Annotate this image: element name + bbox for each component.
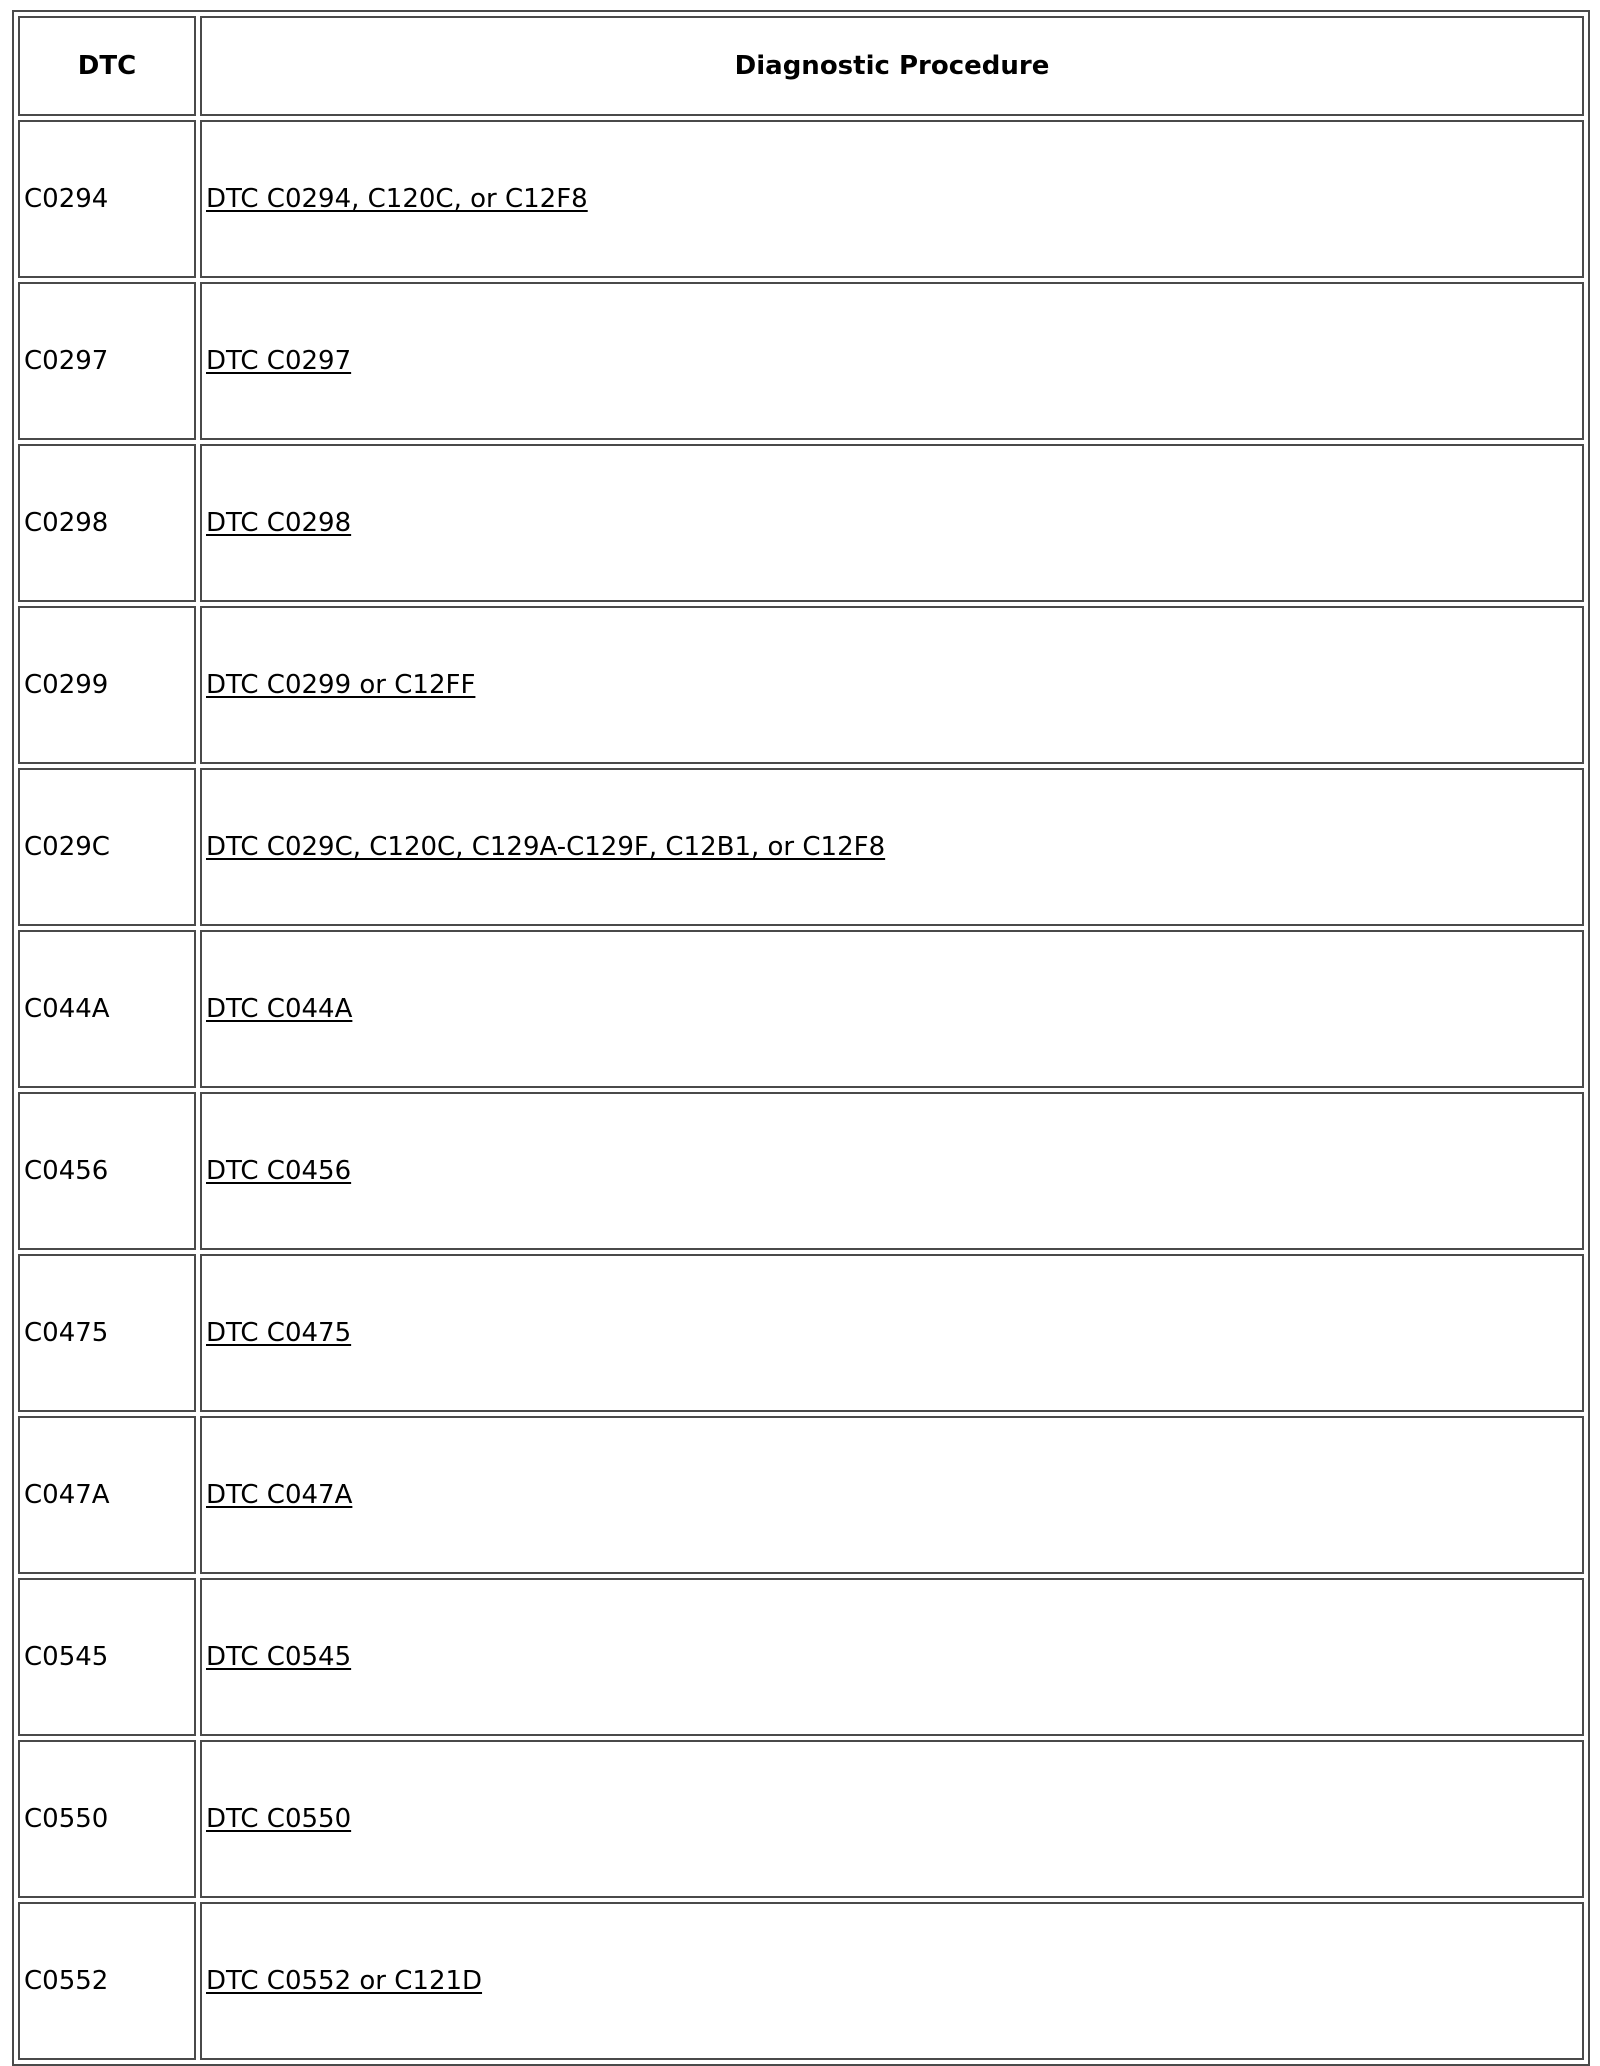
procedure-cell [200, 444, 1584, 602]
dtc-code-cell: C029C [18, 768, 196, 926]
dtc-table-container [12, 10, 1590, 2066]
procedure-cell [200, 1740, 1584, 1898]
procedure-cell [200, 606, 1584, 764]
dtc-code-cell: C0299 [18, 606, 196, 764]
procedure-cell [200, 1416, 1584, 1574]
procedure-link[interactable]: DTC C0552 or C121D [206, 1966, 483, 1996]
procedure-link[interactable]: DTC C0475 [206, 1318, 352, 1348]
procedure-link[interactable]: DTC C029C, C120C, C129A-C129F, C12B1, or C12F8 [206, 832, 886, 862]
dtc-code-cell: C0298 [18, 444, 196, 602]
procedure-cell [200, 1092, 1584, 1250]
dtc-code-cell: C047A [18, 1416, 196, 1574]
procedure-link[interactable]: DTC C0294, C120C, or C12F8 [206, 184, 588, 214]
procedure-cell [200, 930, 1584, 1088]
procedure-cell [200, 282, 1584, 440]
dtc-code-cell: C0552 [18, 1902, 196, 2060]
dtc-code-cell: C0294 [18, 120, 196, 278]
procedure-cell [200, 1902, 1584, 2060]
table-row [18, 444, 1584, 602]
dtc-code-cell: C0545 [18, 1578, 196, 1736]
dtc-code-cell: C0475 [18, 1254, 196, 1412]
table-row [18, 1092, 1584, 1250]
dtc-code-cell: C0456 [18, 1092, 196, 1250]
table-row [18, 768, 1584, 926]
table-row [18, 282, 1584, 440]
table-row [18, 1254, 1584, 1412]
table-row [18, 606, 1584, 764]
procedure-cell [200, 1578, 1584, 1736]
procedure-link[interactable]: DTC C0545 [206, 1642, 352, 1672]
procedure-link[interactable]: DTC C0298 [206, 508, 352, 538]
procedure-link[interactable]: DTC C0299 or C12FF [206, 670, 476, 700]
table-row [18, 1740, 1584, 1898]
table-row [18, 1416, 1584, 1574]
dtc-table [12, 10, 1590, 2066]
dtc-code-cell: C044A [18, 930, 196, 1088]
table-row [18, 1902, 1584, 2060]
dtc-code-cell: C0297 [18, 282, 196, 440]
table-row [18, 1578, 1584, 1736]
procedure-link[interactable]: DTC C047A [206, 1480, 353, 1510]
procedure-column-header: Diagnostic Procedure [200, 16, 1584, 116]
table-row [18, 930, 1584, 1088]
procedure-cell [200, 120, 1584, 278]
procedure-cell [200, 1254, 1584, 1412]
procedure-link[interactable]: DTC C0550 [206, 1804, 352, 1834]
dtc-code-cell: C0550 [18, 1740, 196, 1898]
procedure-link[interactable]: DTC C0456 [206, 1156, 352, 1186]
procedure-link[interactable]: DTC C0297 [206, 346, 352, 376]
dtc-column-header: DTC [18, 16, 196, 116]
table-header-row [18, 16, 1584, 116]
procedure-link[interactable]: DTC C044A [206, 994, 353, 1024]
table-row [18, 120, 1584, 278]
procedure-cell [200, 768, 1584, 926]
